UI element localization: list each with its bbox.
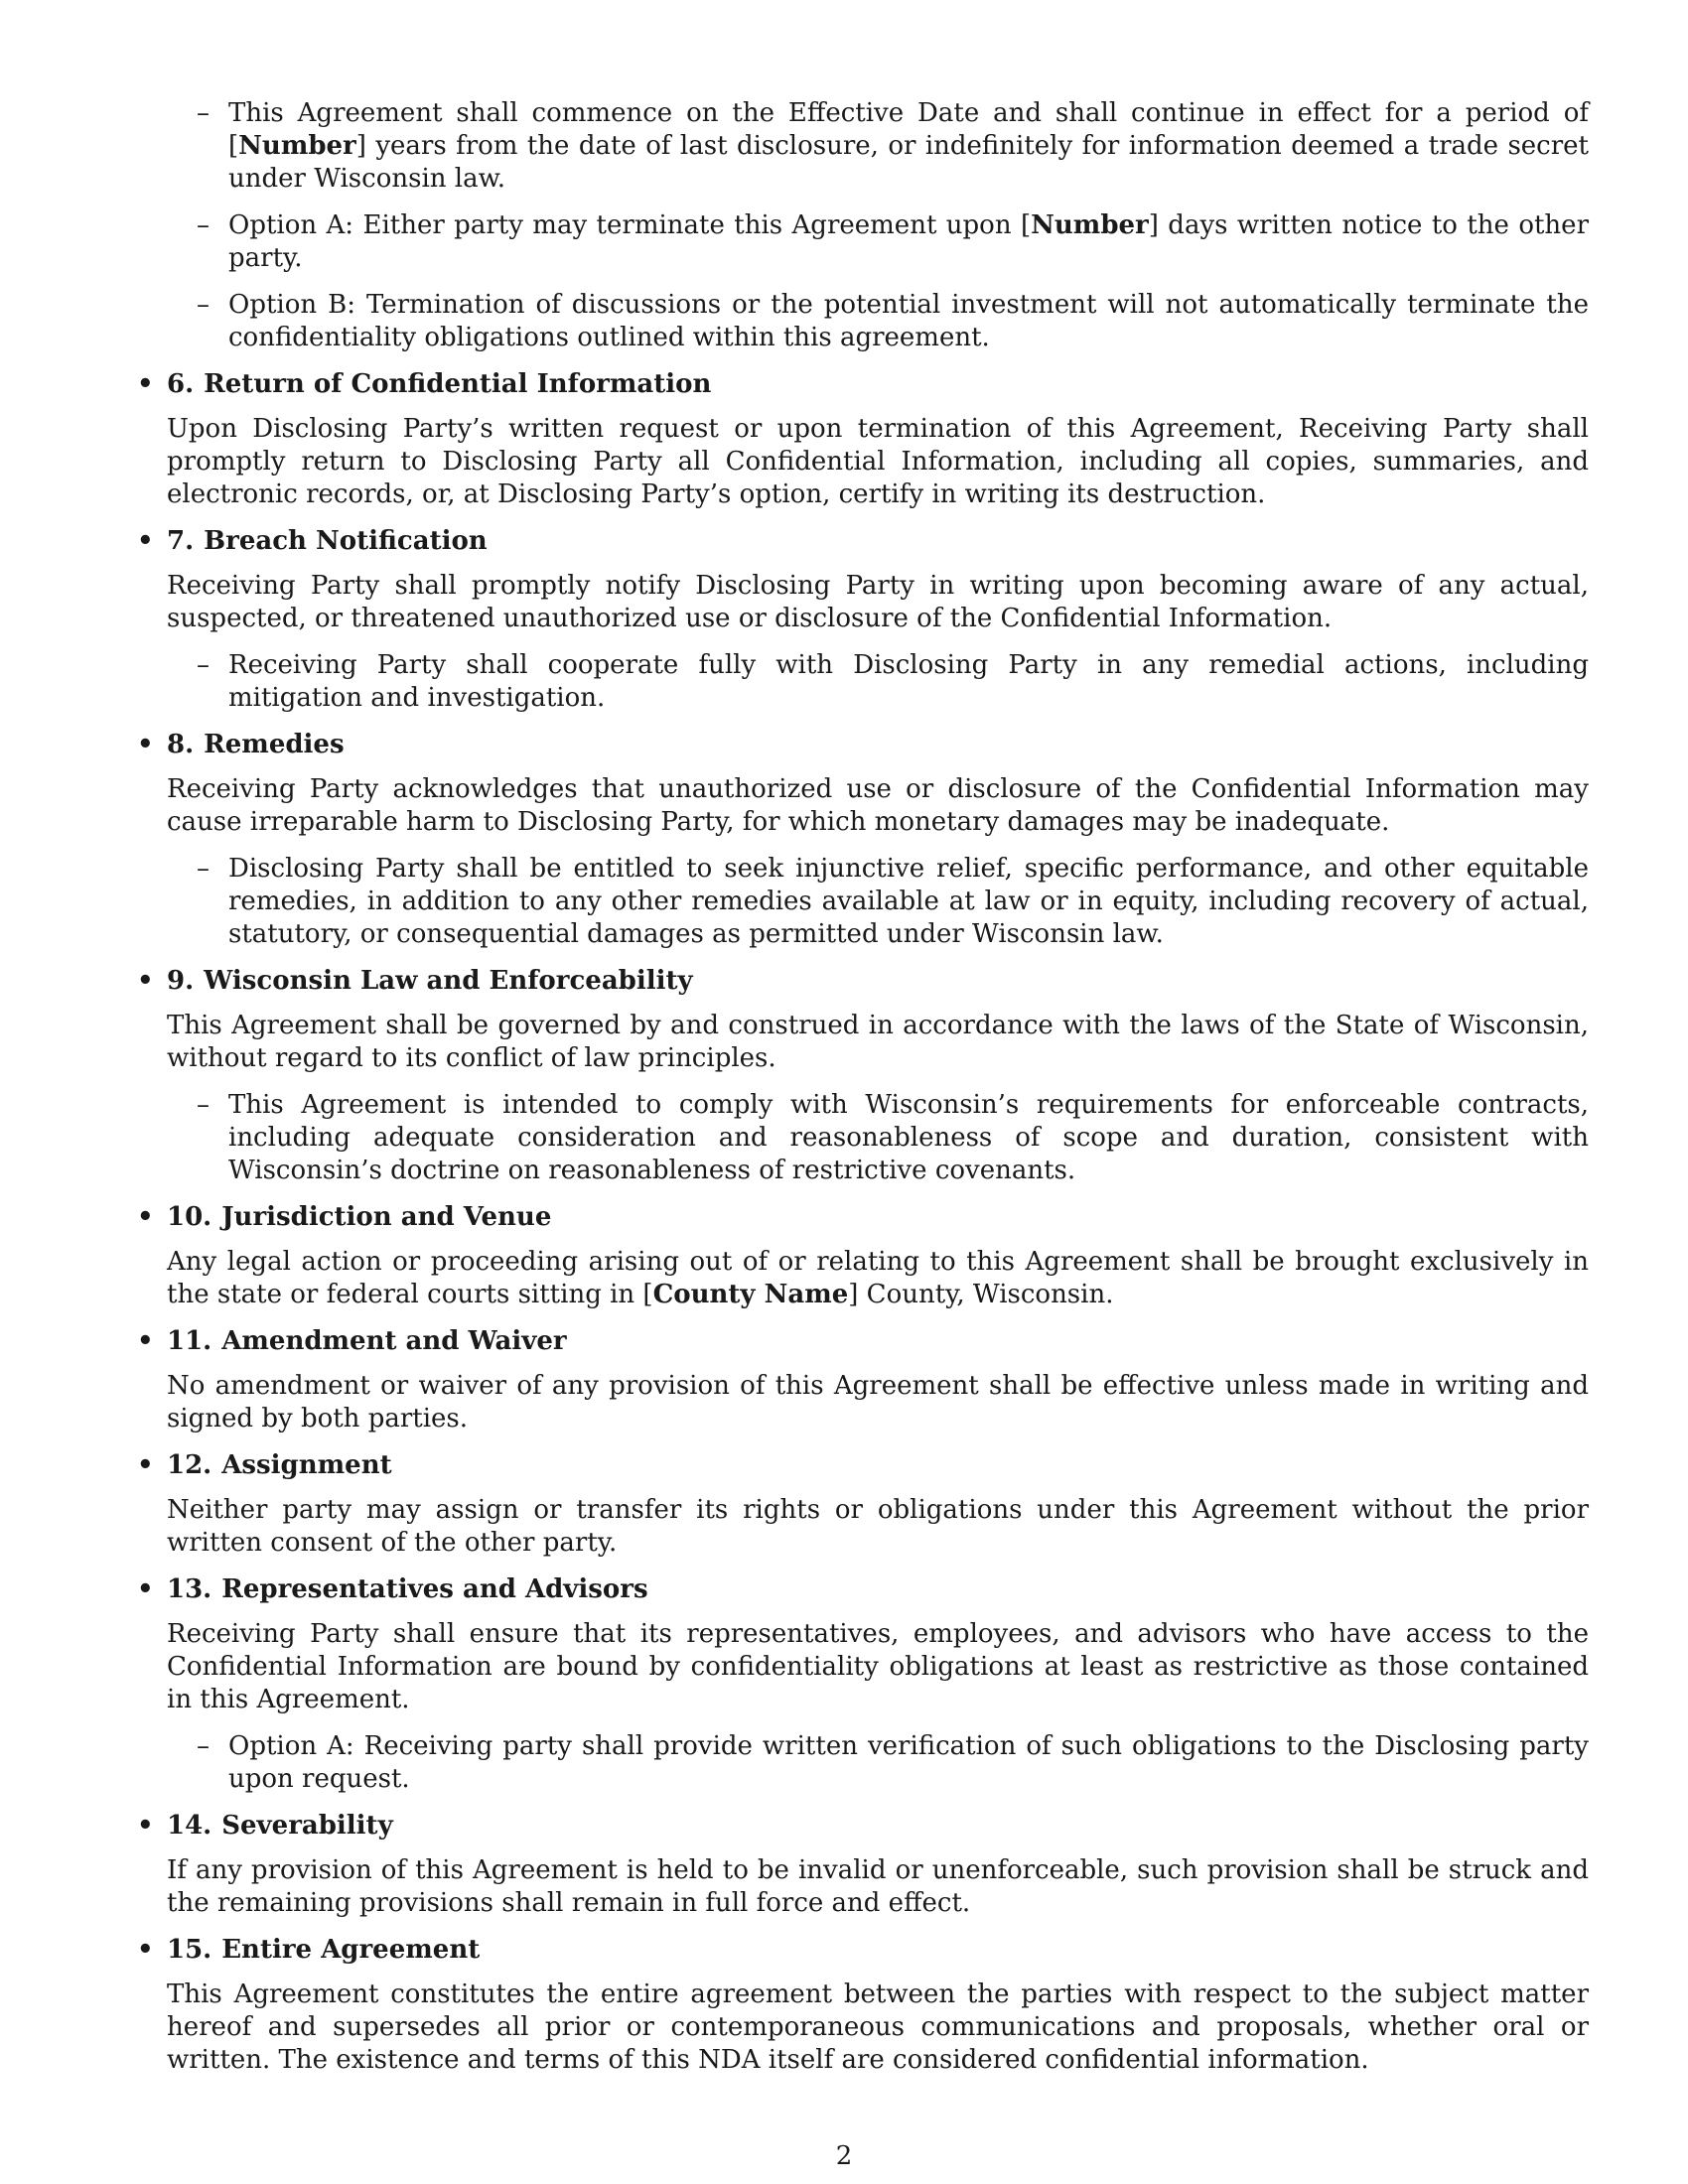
section-paragraph: No amendment or waiver of any provision of this Agreement shall be effective unless made in writing and signed by both parties. [167, 1371, 1589, 1433]
dash-marker: – [197, 650, 210, 680]
section-heading: • 15. Entire Agreement [137, 1935, 481, 1965]
section-heading: • 12. Assignment [137, 1450, 392, 1480]
section-paragraph: Receiving Party shall ensure that its representatives, employees, and advisors who have access to the Confidential Information are bound by confidentiality obligations at least as restrictive as those contained in this Agreement. [167, 1619, 1589, 1714]
section-paragraph: Receiving Party shall promptly notify Disclosing Party in writing upon becoming aware of any actual, suspected, or threatened unauthorized use or disclosure of the Confidential Information. [167, 571, 1589, 633]
bullet-marker: • [137, 966, 154, 996]
dash-marker: – [197, 290, 210, 320]
section-return-of-confidential-information [137, 368, 1589, 511]
section-heading: • 9. Wisconsin Law and Enforceability [137, 966, 693, 996]
section-subitem: – Option A: Receiving party shall provide written verification of such obligations to the Disclosing party upon request. [197, 1731, 1589, 1794]
section-subitem: – Receiving Party shall cooperate fully with Disclosing Party in any remedial actions, including mitigation and investigation. [197, 650, 1589, 713]
section-entire-agreement [137, 1934, 1589, 2077]
section-amendment-and-waiver [137, 1325, 1589, 1435]
bullet-marker: • [137, 1326, 154, 1356]
bullet-marker: • [137, 369, 154, 399]
bullet-marker: • [137, 1450, 154, 1480]
document-body [137, 97, 1589, 2091]
section-heading: • 14. Severability [137, 1811, 393, 1841]
section-wisconsin-law [137, 965, 1589, 1187]
term-subitem: – Option B: Termination of discussions or the potential investment will not automatically terminate the confidentiality obligations outlined within this agreement. [197, 290, 1589, 352]
page-number: 2 [835, 2141, 853, 2171]
section-heading: • 10. Jurisdiction and Venue [137, 1202, 552, 1232]
dash-marker: – [197, 1731, 210, 1761]
section-representatives-and-advisors [137, 1573, 1589, 1796]
bullet-marker: • [137, 1811, 154, 1841]
section-subitem: – Disclosing Party shall be entitled to seek injunctive relief, specific performance, and other equitable remedies, in addition to any other remedies available at law or in equity, including recovery of actual, statutory, or consequential damages as permitted under Wisconsin law. [197, 854, 1589, 949]
section-paragraph: Receiving Party acknowledges that unauthorized use or disclosure of the Confidential Information may cause irreparable harm to Disclosing Party, for which monetary damages may be inadequate. [167, 774, 1589, 837]
dash-marker: – [197, 854, 210, 884]
section-heading: • 11. Amendment and Waiver [137, 1326, 567, 1356]
term-subitem: – This Agreement shall commence on the Effective Date and shall continue in effect for a period of [Number] years from the date of last disclosure, or indefinitely for information deemed a trade secret under Wisconsin law. [197, 98, 1589, 194]
section-paragraph: This Agreement shall be governed by and construed in accordance with the laws of the State of Wisconsin, without regard to its conflict of law principles. [167, 1011, 1589, 1073]
dash-marker: – [197, 210, 210, 240]
section-heading: • 8. Remedies [137, 730, 345, 759]
section-paragraph: Neither party may assign or transfer its rights or obligations under this Agreement without the prior written consent of the other party. [167, 1495, 1589, 1558]
section-paragraph: If any provision of this Agreement is held to be invalid or unenforceable, such provision shall be struck and the remaining provisions shall remain in full force and effect. [167, 1855, 1589, 1918]
section-assignment [137, 1449, 1589, 1560]
section-paragraph: This Agreement constitutes the entire agreement between the parties with respect to the subject matter hereof and supersedes all prior or contemporaneous communications and proposals, whether oral or written. The existence and terms of this NDA itself are considered confidential information. [167, 1979, 1589, 2075]
section-jurisdiction-and-venue [137, 1201, 1589, 1311]
section-remedies [137, 729, 1589, 951]
bullet-marker: • [137, 526, 154, 556]
dash-marker: – [197, 98, 210, 128]
section-subitem: – This Agreement is intended to comply with Wisconsin’s requirements for enforceable contracts, including adequate consideration and reasonableness of scope and duration, consistent with Wisconsin’s doctrine on reasonableness of restrictive covenants. [197, 1090, 1589, 1185]
section-heading: • 6. Return of Confidential Information [137, 369, 712, 399]
section-heading: • 13. Representatives and Advisors [137, 1574, 648, 1604]
bullet-marker: • [137, 1574, 154, 1604]
section-breach-notification [137, 525, 1589, 715]
section-paragraph: Upon Disclosing Party’s written request or upon termination of this Agreement, Receiving Party shall promptly return to Disclosing Party all Confidential Information, including all copies, summaries, and electronic records, or, at Disclosing Party’s option, certify in writing its destruction. [167, 414, 1589, 509]
bullet-marker: • [137, 1202, 154, 1232]
term-subitem: – Option A: Either party may terminate this Agreement upon [Number] days written notice to the other party. [197, 210, 1589, 273]
bullet-marker: • [137, 730, 154, 759]
section-paragraph: Any legal action or proceeding arising out of or relating to this Agreement shall be brought exclusively in the state or federal courts sitting in [County Name] County, Wisconsin. [167, 1247, 1589, 1309]
section-severability [137, 1810, 1589, 1920]
bullet-marker: • [137, 1935, 154, 1965]
dash-marker: – [197, 1090, 210, 1120]
section-heading: • 7. Breach Notification [137, 526, 488, 556]
